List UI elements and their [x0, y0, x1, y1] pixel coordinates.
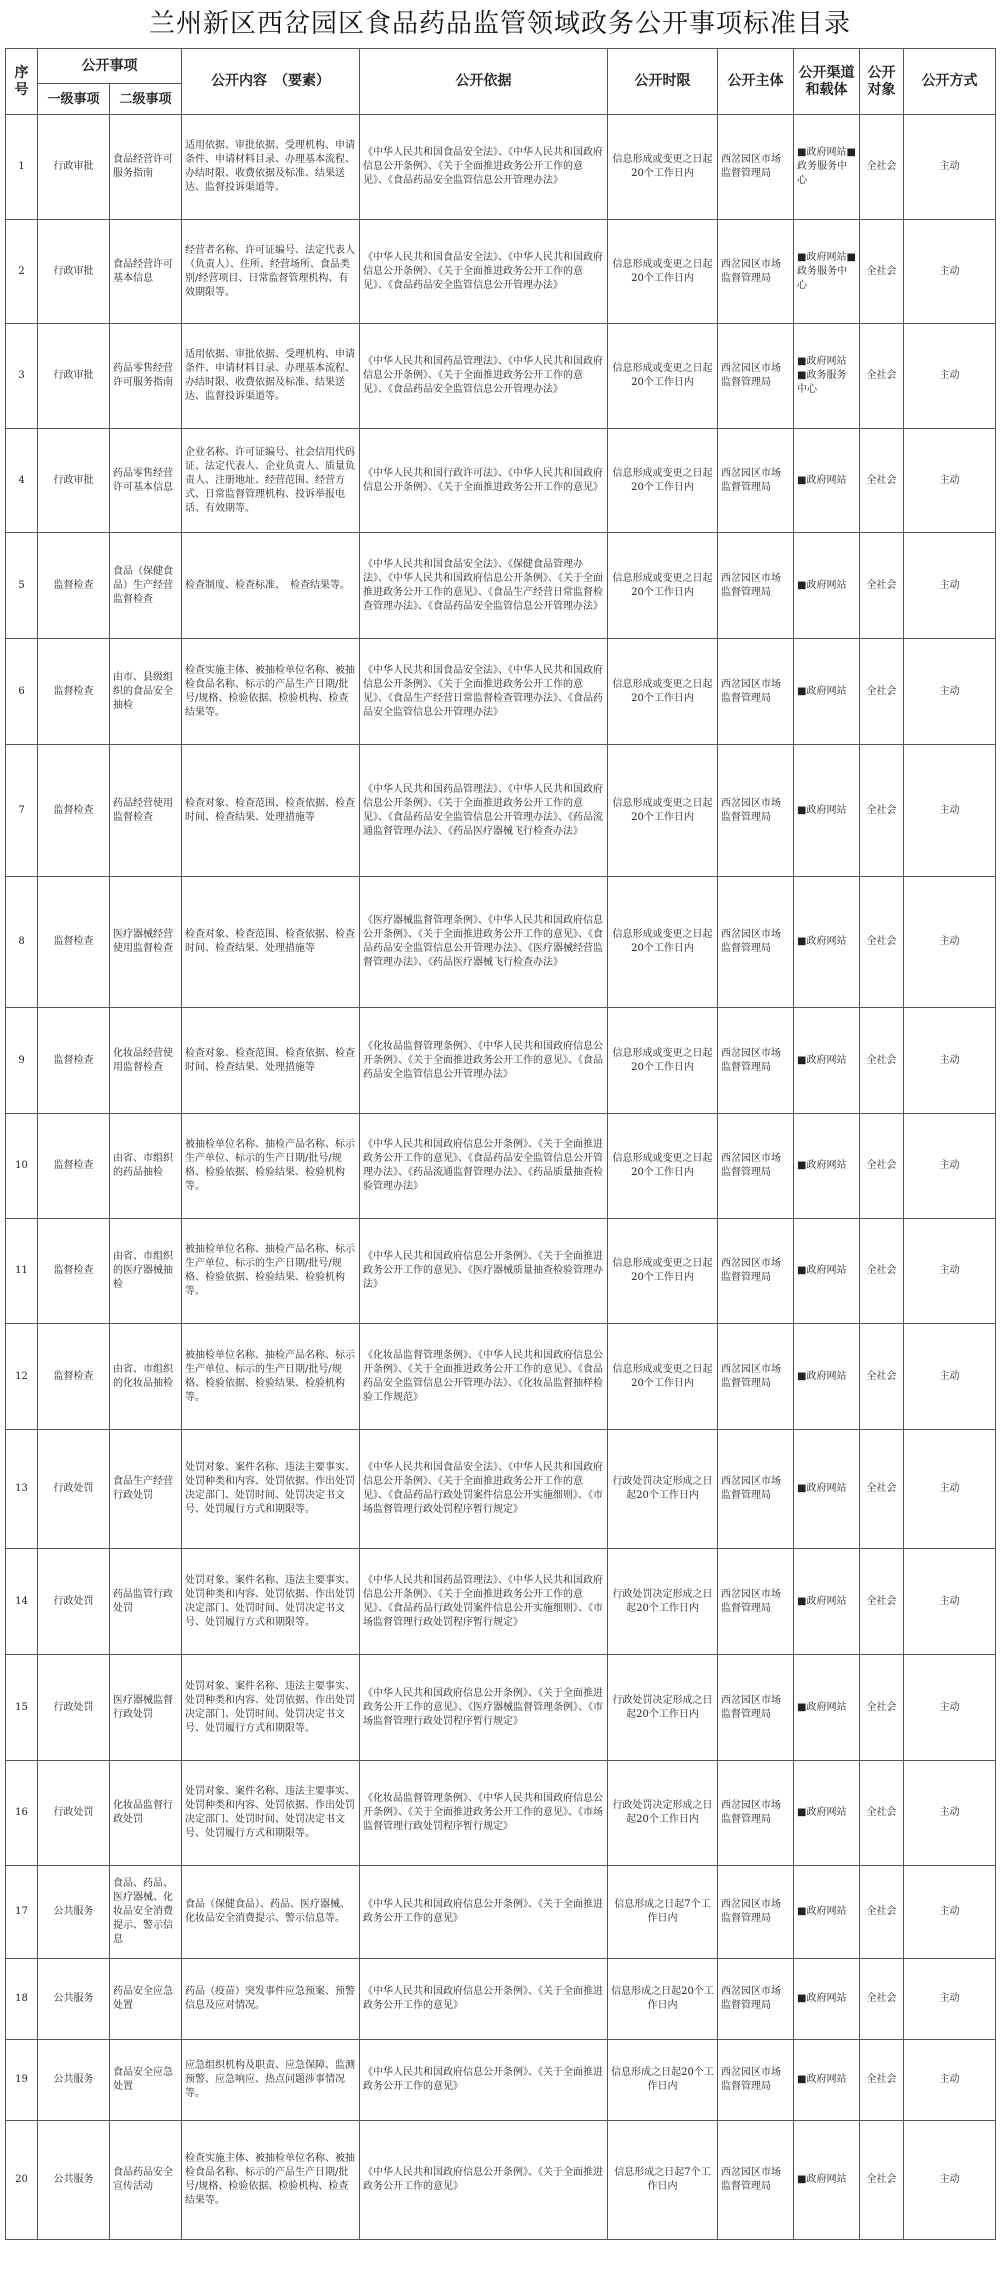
- subject-cell: 西岔园区市场监督管理局: [718, 1324, 794, 1430]
- subject-cell: 西岔园区市场监督管理局: [718, 429, 794, 533]
- header-level2: 二级事项: [110, 84, 182, 115]
- time-cell: 行政处罚决定形成之日起20个工作日内: [608, 1549, 718, 1655]
- time-cell: 信息形成或变更之日起20个工作日内: [608, 220, 718, 324]
- mode-cell: 主动: [904, 220, 996, 324]
- row-no: 10: [6, 1114, 38, 1219]
- level2-cell: 食品药品安全宣传活动: [110, 2121, 182, 2240]
- object-cell: 全社会: [860, 324, 904, 429]
- row-no: 3: [6, 324, 38, 429]
- table-row: [6, 1549, 996, 1655]
- object-cell: 全社会: [860, 220, 904, 324]
- subject-cell: 西岔园区市场监督管理局: [718, 1959, 794, 2040]
- time-cell: 信息形成之日起7个工作日内: [608, 1866, 718, 1959]
- channel-cell: ■政府网站 ■政务服务中心: [794, 324, 860, 429]
- header-content: 公开内容 （要素）: [182, 49, 360, 115]
- subject-cell: 西岔园区市场监督管理局: [718, 1008, 794, 1114]
- level2-cell: 药品零售经营许可服务指南: [110, 324, 182, 429]
- object-cell: 全社会: [860, 1430, 904, 1549]
- level1-cell: 行政审批: [38, 115, 110, 220]
- level2-cell: 食品经营许可服务指南: [110, 115, 182, 220]
- object-cell: 全社会: [860, 533, 904, 639]
- content-cell: 食品（保健食品）、药品、医疗器械、化妆品安全消费提示、警示信息等。: [182, 1866, 360, 1959]
- level2-cell: 由省、市组织的化妆品抽检: [110, 1324, 182, 1430]
- row-no: 15: [6, 1655, 38, 1761]
- channel-cell: ■政府网站: [794, 1430, 860, 1549]
- basis-cell: 《中华人民共和国政府信息公开条例》、《关于全面推进政务公开工作的意见》、《食品药品安全监管信息公开管理办法》、《药品流通监督管理办法》、《药品质量抽查检验管理办法》: [360, 1114, 608, 1219]
- mode-cell: 主动: [904, 2040, 996, 2121]
- channel-cell: ■政府网站: [794, 877, 860, 1008]
- time-cell: 信息形成或变更之日起20个工作日内: [608, 429, 718, 533]
- content-cell: 检查对象、检查范围、检查依据、检查时间、检查结果、处理措施等: [182, 1008, 360, 1114]
- mode-cell: 主动: [904, 1114, 996, 1219]
- table-row: [6, 1219, 996, 1324]
- content-cell: 适用依据、审批依据、受理机构、申请条件、申请材料目录、办理基本流程、办结时限、收费依据及标准、结果送达、监督投诉渠道等。: [182, 324, 360, 429]
- object-cell: 全社会: [860, 1866, 904, 1959]
- content-cell: 适用依据、审批依据、受理机构、申请条件、申请材料目录、办理基本流程、办结时限、收费依据及标准、结果送达、监督投诉渠道等。: [182, 115, 360, 220]
- mode-cell: 主动: [904, 1008, 996, 1114]
- level1-cell: 监督检查: [38, 877, 110, 1008]
- content-cell: 处罚对象、案件名称、违法主要事实、处罚种类和内容、处罚依据、作出处罚决定部门、处罚时间、处罚决定书文号、处罚履行方式和期限等。: [182, 1549, 360, 1655]
- level2-cell: 由省、市组织的药品抽检: [110, 1114, 182, 1219]
- table-row: [6, 1866, 996, 1959]
- row-no: 13: [6, 1430, 38, 1549]
- table-body: [6, 115, 996, 2240]
- mode-cell: 主动: [904, 1655, 996, 1761]
- level1-cell: 监督检查: [38, 639, 110, 745]
- time-cell: 信息形成或变更之日起20个工作日内: [608, 115, 718, 220]
- row-no: 7: [6, 745, 38, 877]
- subject-cell: 西岔园区市场监督管理局: [718, 533, 794, 639]
- row-no: 11: [6, 1219, 38, 1324]
- object-cell: 全社会: [860, 1114, 904, 1219]
- subject-cell: 西岔园区市场监督管理局: [718, 639, 794, 745]
- header-row-1: [6, 49, 996, 84]
- basis-cell: 《中华人民共和国药品管理法》、《中华人民共和国政府信息公开条例》、《关于全面推进政务公开工作的意见》、《食品药品安全监管信息公开管理办法》、《药品流通监督管理办法》、《药品医疗器械飞行检查办法》: [360, 745, 608, 877]
- time-cell: 信息形成或变更之日起20个工作日内: [608, 324, 718, 429]
- subject-cell: 西岔园区市场监督管理局: [718, 324, 794, 429]
- subject-cell: 西岔园区市场监督管理局: [718, 1549, 794, 1655]
- row-no: 9: [6, 1008, 38, 1114]
- header-mode: 公开方式: [904, 49, 996, 115]
- level1-cell: 行政审批: [38, 429, 110, 533]
- mode-cell: 主动: [904, 115, 996, 220]
- channel-cell: ■政府网站: [794, 1761, 860, 1866]
- mode-cell: 主动: [904, 429, 996, 533]
- level1-cell: 公共服务: [38, 2121, 110, 2240]
- content-cell: 检查对象、检查范围、检查依据、检查时间、检查结果、处理措施等: [182, 745, 360, 877]
- level2-cell: 化妆品监督行政处罚: [110, 1761, 182, 1866]
- level2-cell: 食品安全应急处置: [110, 2040, 182, 2121]
- mode-cell: 主动: [904, 1324, 996, 1430]
- channel-cell: ■政府网站: [794, 2040, 860, 2121]
- channel-cell: ■政府网站: [794, 1959, 860, 2040]
- header-channel: 公开渠道和载体: [794, 49, 860, 115]
- level1-cell: 监督检查: [38, 745, 110, 877]
- basis-cell: 《中华人民共和国食品安全法》、《中华人民共和国政府信息公开条例》、《关于全面推进政务公开工作的意见》、《食品药品安全监管信息公开管理办法》: [360, 220, 608, 324]
- table-row: [6, 1114, 996, 1219]
- table-row: [6, 1959, 996, 2040]
- content-cell: 检查实施主体、被抽检单位名称、被抽检食品名称、标示的产品生产日期/批号/规格、检验依据、检验机构、检查结果等。: [182, 639, 360, 745]
- subject-cell: 西岔园区市场监督管理局: [718, 745, 794, 877]
- row-no: 6: [6, 639, 38, 745]
- header-no: 序号: [6, 49, 38, 115]
- object-cell: 全社会: [860, 115, 904, 220]
- object-cell: 全社会: [860, 1324, 904, 1430]
- basis-cell: 《医疗器械监督管理条例》、《中华人民共和国政府信息公开条例》、《关于全面推进政务公开工作的意见》、《食品药品安全监管信息公开管理办法》、《医疗器械经营监督管理办法》、《药品医疗器械飞行检查办法》: [360, 877, 608, 1008]
- table-row: [6, 745, 996, 877]
- subject-cell: 西岔园区市场监督管理局: [718, 877, 794, 1008]
- basis-cell: 《中华人民共和国药品管理法》、《中华人民共和国政府信息公开条例》、《关于全面推进政务公开工作的意见》、《食品药品行政处罚案件信息公开实施细则》、《市场监督管理行政处罚程序暂行规定》: [360, 1549, 608, 1655]
- level1-cell: 公共服务: [38, 1866, 110, 1959]
- channel-cell: ■政府网站: [794, 745, 860, 877]
- table-row: [6, 220, 996, 324]
- page-title: 兰州新区西岔园区食品药品监管领域政务公开事项标准目录: [148, 9, 851, 39]
- channel-cell: ■政府网站: [794, 639, 860, 745]
- object-cell: 全社会: [860, 745, 904, 877]
- basis-cell: 《中华人民共和国政府信息公开条例》、《关于全面推进政务公开工作的意见》、《医疗器械质量抽查检验管理办法》: [360, 1219, 608, 1324]
- table-row: [6, 1008, 996, 1114]
- channel-cell: ■政府网站: [794, 1008, 860, 1114]
- basis-cell: 《中华人民共和国政府信息公开条例》、《关于全面推进政务公开工作的意见》: [360, 1866, 608, 1959]
- table-row: [6, 1655, 996, 1761]
- time-cell: 行政处罚决定形成之日起20个工作日内: [608, 1761, 718, 1866]
- mode-cell: 主动: [904, 1959, 996, 2040]
- channel-cell: ■政府网站: [794, 1219, 860, 1324]
- time-cell: 信息形成或变更之日起20个工作日内: [608, 1324, 718, 1430]
- basis-cell: 《中华人民共和国食品安全法》、《中华人民共和国政府信息公开条例》、《关于全面推进政务公开工作的意见》、《食品药品安全监管信息公开管理办法》: [360, 115, 608, 220]
- content-cell: 检查对象、检查范围、检查依据、检查时间、检查结果、处理措施等: [182, 877, 360, 1008]
- object-cell: 全社会: [860, 1959, 904, 2040]
- header-matters: 公开事项: [38, 49, 182, 84]
- time-cell: 行政处罚决定形成之日起20个工作日内: [608, 1430, 718, 1549]
- table-row: [6, 1430, 996, 1549]
- basis-cell: 《中华人民共和国政府信息公开条例》、《关于全面推进政务公开工作的意见》、《医疗器械监督管理条例》、《市场监督管理行政处罚程序暂行规定》: [360, 1655, 608, 1761]
- row-no: 2: [6, 220, 38, 324]
- subject-cell: 西岔园区市场监督管理局: [718, 1761, 794, 1866]
- object-cell: 全社会: [860, 1761, 904, 1866]
- table-row: [6, 639, 996, 745]
- time-cell: 信息形成或变更之日起20个工作日内: [608, 1008, 718, 1114]
- object-cell: 全社会: [860, 1219, 904, 1324]
- row-no: 16: [6, 1761, 38, 1866]
- table-row: [6, 877, 996, 1008]
- table-row: [6, 429, 996, 533]
- mode-cell: 主动: [904, 1866, 996, 1959]
- level2-cell: 药品零售经营许可基本信息: [110, 429, 182, 533]
- time-cell: 信息形成或变更之日起20个工作日内: [608, 1219, 718, 1324]
- time-cell: 行政处罚决定形成之日起20个工作日内: [608, 1655, 718, 1761]
- time-cell: 信息形成或变更之日起20个工作日内: [608, 877, 718, 1008]
- channel-cell: ■政府网站: [794, 1549, 860, 1655]
- channel-cell: ■政府网站: [794, 1324, 860, 1430]
- catalog-table: [5, 48, 996, 2240]
- row-no: 17: [6, 1866, 38, 1959]
- object-cell: 全社会: [860, 1008, 904, 1114]
- level1-cell: 监督检查: [38, 1324, 110, 1430]
- row-no: 18: [6, 1959, 38, 2040]
- basis-cell: 《中华人民共和国食品安全法》、《保健食品管理办法》、《中华人民共和国政府信息公开条例》、《关于全面推进政务公开工作的意见》、《食品生产经营日常监督检查管理办法》、《食品药品安全监管信息公开管理办法》: [360, 533, 608, 639]
- content-cell: 应急组织机构及职责、应急保障、监测预警、应急响应、热点问题涉事情况等。: [182, 2040, 360, 2121]
- header-object: 公开对象: [860, 49, 904, 115]
- channel-cell: ■政府网站: [794, 1655, 860, 1761]
- basis-cell: 《中华人民共和国政府信息公开条例》、《关于全面推进政务公开工作的意见》: [360, 2121, 608, 2240]
- level1-cell: 公共服务: [38, 1959, 110, 2040]
- level2-cell: 医疗器械监督行政处罚: [110, 1655, 182, 1761]
- content-cell: 处罚对象、案件名称、违法主要事实、处罚种类和内容、处罚依据、作出处罚决定部门、处罚时间、处罚决定书文号、处罚履行方式和期限等。: [182, 1761, 360, 1866]
- time-cell: 信息形成或变更之日起20个工作日内: [608, 745, 718, 877]
- subject-cell: 西岔园区市场监督管理局: [718, 2121, 794, 2240]
- level1-cell: 行政处罚: [38, 1430, 110, 1549]
- level2-cell: 药品安全应急处置: [110, 1959, 182, 2040]
- subject-cell: 西岔园区市场监督管理局: [718, 1655, 794, 1761]
- row-no: 1: [6, 115, 38, 220]
- table-row: [6, 1761, 996, 1866]
- mode-cell: 主动: [904, 533, 996, 639]
- time-cell: 信息形成或变更之日起20个工作日内: [608, 639, 718, 745]
- subject-cell: 西岔园区市场监督管理局: [718, 220, 794, 324]
- basis-cell: 《中华人民共和国食品安全法》、《中华人民共和国政府信息公开条例》、《关于全面推进政务公开工作的意见》、《食品生产经营日常监督检查管理办法》、《食品药品安全监管信息公开管理办法》: [360, 639, 608, 745]
- mode-cell: 主动: [904, 1761, 996, 1866]
- basis-cell: 《中华人民共和国食品安全法》、《中华人民共和国政府信息公开条例》、《关于全面推进政务公开工作的意见》、《食品药品行政处罚案件信息公开实施细则》、《市场监督管理行政处罚程序暂行规定》: [360, 1430, 608, 1549]
- row-no: 12: [6, 1324, 38, 1430]
- level1-cell: 行政处罚: [38, 1549, 110, 1655]
- time-cell: 信息形成之日起20个工作日内: [608, 2040, 718, 2121]
- level1-cell: 行政处罚: [38, 1761, 110, 1866]
- content-cell: 经营者名称、许可证编号、法定代表人（负责人）、住所、经营场所、食品类别/经营项目、日常监督管理机构、有效期限等。: [182, 220, 360, 324]
- subject-cell: 西岔园区市场监督管理局: [718, 115, 794, 220]
- subject-cell: 西岔园区市场监督管理局: [718, 2040, 794, 2121]
- content-cell: 被抽检单位名称、抽检产品名称、标示生产单位、标示的生产日期/批号/规格、检验依据、检验结果、检验机构等。: [182, 1324, 360, 1430]
- level2-cell: 化妆品经营使用监督检查: [110, 1008, 182, 1114]
- level2-cell: 药品经营使用监督检查: [110, 745, 182, 877]
- object-cell: 全社会: [860, 1549, 904, 1655]
- mode-cell: 主动: [904, 324, 996, 429]
- row-no: 19: [6, 2040, 38, 2121]
- table-row: [6, 2040, 996, 2121]
- object-cell: 全社会: [860, 429, 904, 533]
- content-cell: 药品（疫苗）突发事件应急预案、预警信息及应对情况。: [182, 1959, 360, 2040]
- basis-cell: 《化妆品监督管理条例》、《中华人民共和国政府信息公开条例》、《关于全面推进政务公开工作的意见》、《市场监督管理行政处罚程序暂行规定》: [360, 1761, 608, 1866]
- level2-cell: 食品生产经营行政处罚: [110, 1430, 182, 1549]
- row-no: 5: [6, 533, 38, 639]
- level2-cell: 由市、县级组织的食品安全抽检: [110, 639, 182, 745]
- level2-cell: 由省、市组织的医疗器械抽检: [110, 1219, 182, 1324]
- channel-cell: ■政府网站■政务服务中心: [794, 220, 860, 324]
- object-cell: 全社会: [860, 1655, 904, 1761]
- object-cell: 全社会: [860, 639, 904, 745]
- level1-cell: 监督检查: [38, 533, 110, 639]
- time-cell: 信息形成之日起20个工作日内: [608, 1959, 718, 2040]
- mode-cell: 主动: [904, 1219, 996, 1324]
- content-cell: 检查制度、检查标准、 检查结果等。: [182, 533, 360, 639]
- level2-cell: 食品经营许可基本信息: [110, 220, 182, 324]
- level1-cell: 监督检查: [38, 1219, 110, 1324]
- table-row: [6, 324, 996, 429]
- channel-cell: ■政府网站: [794, 1866, 860, 1959]
- content-cell: 处罚对象、案件名称、违法主要事实、处罚种类和内容、处罚依据、作出处罚决定部门、处罚时间、处罚决定书文号、处罚履行方式和期限等。: [182, 1430, 360, 1549]
- object-cell: 全社会: [860, 877, 904, 1008]
- row-no: 8: [6, 877, 38, 1008]
- channel-cell: ■政府网站: [794, 533, 860, 639]
- level1-cell: 行政审批: [38, 220, 110, 324]
- table-row: [6, 115, 996, 220]
- header-basis: 公开依据: [360, 49, 608, 115]
- table-row: [6, 2121, 996, 2240]
- channel-cell: ■政府网站: [794, 429, 860, 533]
- level1-cell: 监督检查: [38, 1008, 110, 1114]
- mode-cell: 主动: [904, 877, 996, 1008]
- level1-cell: 公共服务: [38, 2040, 110, 2121]
- channel-cell: ■政府网站■政务服务中心: [794, 115, 860, 220]
- header-time: 公开时限: [608, 49, 718, 115]
- object-cell: 全社会: [860, 2040, 904, 2121]
- channel-cell: ■政府网站: [794, 2121, 860, 2240]
- header-level1: 一级事项: [38, 84, 110, 115]
- content-cell: 被抽检单位名称、抽检产品名称、标示生产单位、标示的生产日期/批号/规格、检验依据、检验结果、检验机构等。: [182, 1219, 360, 1324]
- row-no: 4: [6, 429, 38, 533]
- mode-cell: 主动: [904, 1430, 996, 1549]
- subject-cell: 西岔园区市场监督管理局: [718, 1430, 794, 1549]
- level1-cell: 行政审批: [38, 324, 110, 429]
- basis-cell: 《中华人民共和国药品管理法》、《中华人民共和国政府信息公开条例》、《关于全面推进政务公开工作的意见》、《食品药品安全监管信息公开管理办法》: [360, 324, 608, 429]
- mode-cell: 主动: [904, 2121, 996, 2240]
- table-row: [6, 533, 996, 639]
- level2-cell: 药品监管行政处罚: [110, 1549, 182, 1655]
- mode-cell: 主动: [904, 745, 996, 877]
- subject-cell: 西岔园区市场监督管理局: [718, 1866, 794, 1959]
- content-cell: 处罚对象、案件名称、违法主要事实、处罚种类和内容、处罚依据、作出处罚决定部门、处罚时间、处罚决定书文号、处罚履行方式和期限等。: [182, 1655, 360, 1761]
- basis-cell: 《中华人民共和国政府信息公开条例》、《关于全面推进政务公开工作的意见》: [360, 2040, 608, 2121]
- table-row: [6, 1324, 996, 1430]
- row-no: 20: [6, 2121, 38, 2240]
- basis-cell: 《化妆品监督管理条例》、《中华人民共和国政府信息公开条例》、《关于全面推进政务公开工作的意见》、《食品药品安全监管信息公开管理办法》: [360, 1008, 608, 1114]
- basis-cell: 《中华人民共和国行政许可法》、《中华人民共和国政府信息公开条例》、《关于全面推进政务公开工作的意见》: [360, 429, 608, 533]
- header-subject: 公开主体: [718, 49, 794, 115]
- basis-cell: 《化妆品监督管理条例》、《中华人民共和国政府信息公开条例》、《关于全面推进政务公开工作的意见》、《食品药品安全监管信息公开管理办法》、《化妆品监督抽样检验工作规范》: [360, 1324, 608, 1430]
- time-cell: 信息形成之日起7个工作日内: [608, 2121, 718, 2240]
- time-cell: 信息形成或变更之日起20个工作日内: [608, 533, 718, 639]
- time-cell: 信息形成或变更之日起20个工作日内: [608, 1114, 718, 1219]
- subject-cell: 西岔园区市场监督管理局: [718, 1114, 794, 1219]
- subject-cell: 西岔园区市场监督管理局: [718, 1219, 794, 1324]
- content-cell: 企业名称、许可证编号、社会信用代码证、法定代表人、企业负责人、质量负责人、注册地址、经营范围、经营方式、日常监督管理机构、投诉举报电话、有效期等。: [182, 429, 360, 533]
- basis-cell: 《中华人民共和国政府信息公开条例》、《关于全面推进政务公开工作的意见》: [360, 1959, 608, 2040]
- content-cell: 被抽检单位名称、抽检产品名称、标示生产单位、标示的生产日期/批号/规格、检验依据、检验结果、检验机构等。: [182, 1114, 360, 1219]
- channel-cell: ■政府网站: [794, 1114, 860, 1219]
- level2-cell: 医疗器械经营使用监督检查: [110, 877, 182, 1008]
- level1-cell: 行政处罚: [38, 1655, 110, 1761]
- object-cell: 全社会: [860, 2121, 904, 2240]
- level2-cell: 食品（保健食品）生产经营监督检查: [110, 533, 182, 639]
- mode-cell: 主动: [904, 1549, 996, 1655]
- row-no: 14: [6, 1549, 38, 1655]
- mode-cell: 主动: [904, 639, 996, 745]
- level2-cell: 食品、药品、医疗器械、化妆品安全消费提示、警示信息: [110, 1866, 182, 1959]
- content-cell: 检查实施主体、被抽检单位名称、被抽检食品名称、标示的产品生产日期/批号/规格、检验依据、检验机构、检查结果等。: [182, 2121, 360, 2240]
- level1-cell: 监督检查: [38, 1114, 110, 1219]
